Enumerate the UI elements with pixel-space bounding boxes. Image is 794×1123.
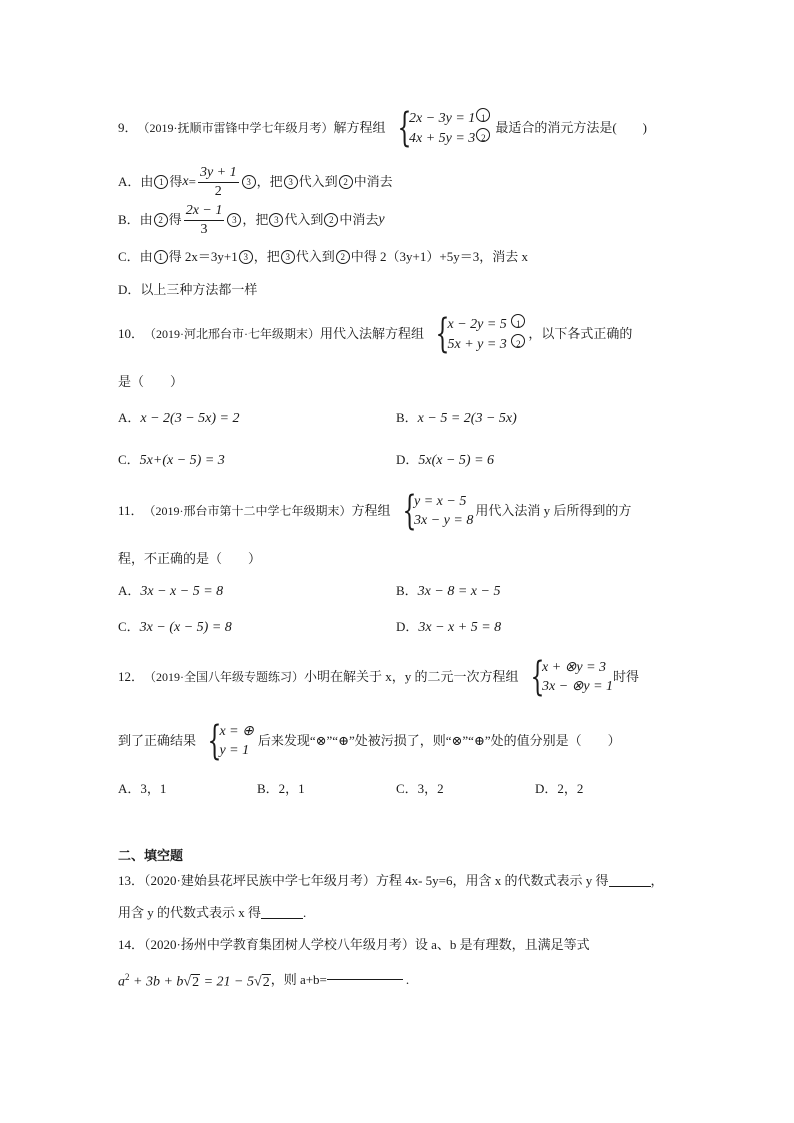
option-d: D．2，2 (535, 781, 584, 796)
equation-2: 3x − ⊗y = 1 (541, 679, 614, 694)
equation: $a^2 + 3b + b√2 = 21 - 5√2$ (118, 972, 270, 990)
equation-system (196, 718, 254, 764)
option-c: C．5x+(x − 5) = 3 (118, 452, 225, 468)
circled-number: 1 (154, 250, 168, 264)
circled-number: 3 (281, 250, 295, 264)
question-9-stem (118, 105, 647, 151)
question-14-line2: $a^2 + 3b + b√2 = 21 - 5√2$ ，则 a+b= . (118, 968, 409, 992)
equation-2: 4x + 5y = 3 (408, 131, 476, 146)
question-11-stem-cont: 程，不正确的是（ ） (118, 551, 262, 566)
brace-icon: { (435, 311, 450, 357)
equation-system (424, 311, 526, 357)
circled-number: 2 (154, 213, 168, 227)
equation-2: 5x + y = 3 (447, 337, 507, 352)
option-a: A．3，1 (118, 781, 167, 796)
result-y: y = 1 (219, 743, 250, 758)
circled-number: 3 (227, 213, 241, 227)
circled-number: 2 (324, 213, 338, 227)
circled-number: 3 (239, 250, 253, 264)
circled-number: 2 (336, 250, 350, 264)
answer-blank[interactable] (261, 918, 303, 919)
question-12-stem-cont: 到了正确结果 { x = ⊕ y = 1 后来发现“⊗”“⊕”处被污损了，则“⊗”“⊕”处的值分别是（ ） (118, 718, 621, 764)
question-text: 解方程组 (333, 120, 386, 135)
brace-icon: { (402, 488, 416, 534)
question-11-stem: 11． （2019·邢台市第十二中学七年级期末） 方程组 { y = x − 5 3x − y = 8 用代入法消 y 后所得到的方 (118, 488, 632, 534)
option-b: B．x − 5 = 2(3 − 5x) (396, 410, 517, 426)
equation-system (386, 105, 492, 151)
circled-number: 3 (284, 175, 298, 189)
fraction: $\frac{3y + 1}{2}$ (199, 164, 237, 199)
option-d: D．以上三种方法都一样 (118, 282, 258, 297)
question-source: （2019·邢台市第十二中学七年级期末） (143, 504, 352, 518)
equation-1: y = x − 5 (414, 494, 467, 509)
question-13-line2: 用含 y 的代数式表示 x 得 . (118, 905, 307, 920)
brace-icon: { (529, 654, 544, 700)
question-source: （2019·全国八年级专题练习） (144, 670, 305, 684)
sqrt-icon: √ (254, 974, 262, 990)
answer-blank[interactable] (609, 886, 651, 887)
equation-system (519, 654, 614, 700)
fraction: $\frac{2x - 1}{3}$ (185, 202, 223, 237)
circled-number: 1 (476, 108, 490, 122)
question-tail: 最适合的消元方法是( ) (495, 120, 647, 135)
circled-number: 3 (242, 175, 256, 189)
option-d: D．5x(x − 5) = 6 (396, 452, 495, 468)
question-10-stem-cont: 是（ ） (118, 374, 184, 389)
circled-number: 3 (269, 213, 283, 227)
question-10-stem: 10． （2019·河北邢台市·七年级期末） 用代入法解方程组 { x − 2y = 5 1 5x + y = 3 2 ，以下各式正确的 (118, 311, 633, 357)
brace-icon: { (396, 105, 411, 151)
question-12-stem: 12． （2019·全国八年级专题练习） 小明在解关于 x，y 的二元一次方程组 { x + ⊗y = 3 3x − ⊗y = 1 时得 (118, 654, 640, 700)
circled-number: 2 (511, 334, 525, 348)
option-a: A．x − 2(3 − 5x) = 2 (118, 410, 240, 426)
option-b: B．2，1 (257, 781, 305, 796)
option-d: D．3x − x + 5 = 8 (396, 619, 502, 635)
circled-number: 1 (154, 175, 168, 189)
option-c: C．由 1 得 2x＝3y+1 3 ，把 3 代入到 2 中得 2（3y+1）+5y＝3，消去 x (118, 249, 528, 264)
equation-1: x + ⊗y = 3 (541, 660, 607, 675)
option-c: C．3，2 (396, 781, 444, 796)
option-a: A．3x − x − 5 = 8 (118, 583, 224, 599)
section-title: 二、填空题 (118, 848, 184, 863)
sqrt-icon: √ (183, 974, 192, 990)
circled-number: 2 (339, 175, 353, 189)
option-c: C．3x − (x − 5) = 8 (118, 619, 232, 635)
option-a: A．由 1 得 x = $\frac{3y + 1}{2}$ 3 ，把 3 代入到 2 中消去 (118, 164, 393, 199)
question-source: （2019·河北邢台市·七年级期末） (144, 327, 321, 341)
equation-1: x − 2y = 5 (447, 317, 507, 332)
equation-system (391, 488, 474, 534)
circled-number: 2 (476, 128, 490, 142)
option-b: B．3x − 8 = x − 5 (396, 583, 501, 599)
option-b: B．由 2 得 $\frac{2x - 1}{3}$ 3 ，把 3 代入到 2 中消去 y (118, 202, 385, 237)
circled-number: 1 (511, 314, 525, 328)
question-14-line1: 14．（2020·扬州中学教育集团树人学校八年级月考）设 a、b 是有理数，且满足等式 (118, 937, 590, 952)
question-number: 9． (118, 120, 138, 135)
question-source: （2019·抚顺市雷锋中学七年级月考） (137, 121, 334, 135)
question-13-line1: 13．（2020·建始县花坪民族中学七年级月考）方程 4x- 5y=6，用含 x 的代数式表示 y 得 ， (118, 873, 664, 888)
equation-2: 3x − y = 8 (414, 513, 474, 528)
brace-icon: { (207, 718, 222, 764)
result-x: x = ⊕ (219, 724, 254, 739)
answer-blank[interactable] (327, 979, 403, 980)
equation-1: 2x − 3y = 1 (408, 111, 476, 126)
